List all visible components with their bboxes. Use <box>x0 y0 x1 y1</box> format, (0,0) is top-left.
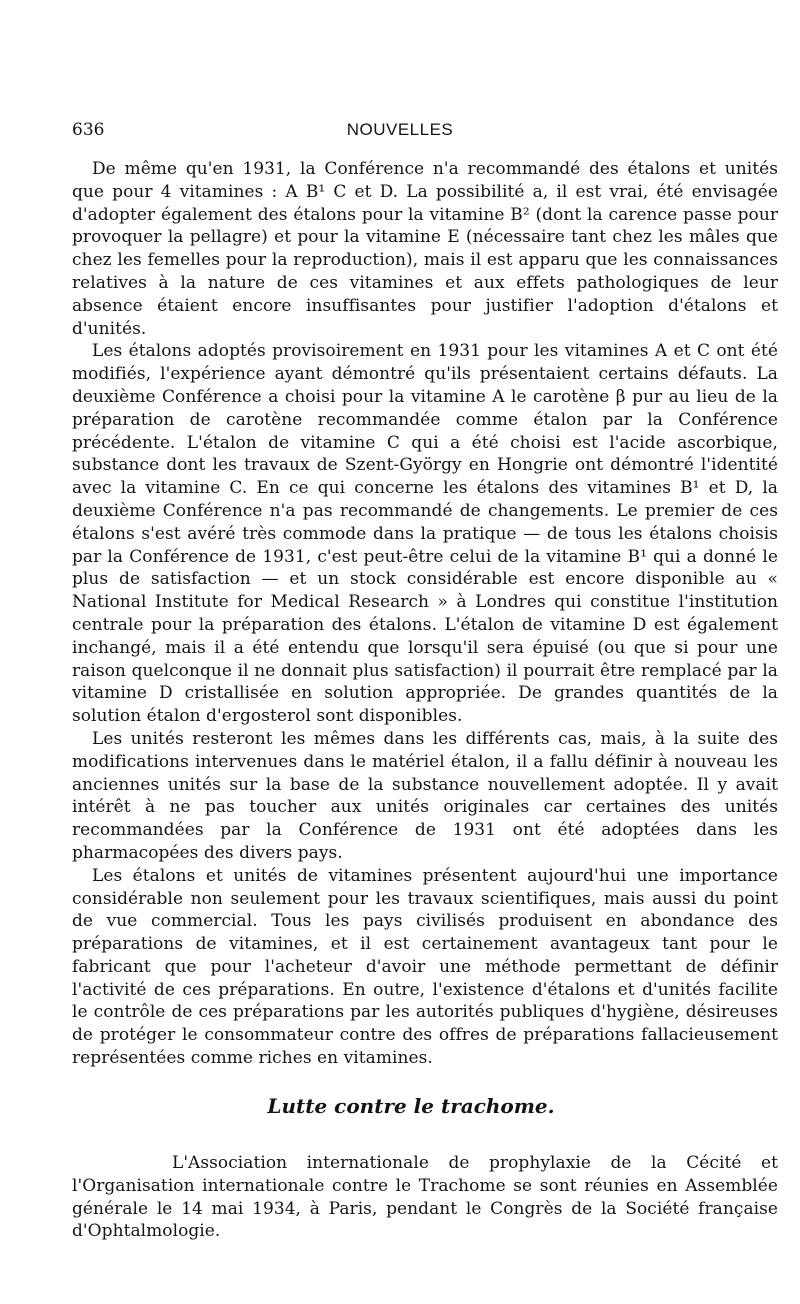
section-title: Lutte contre le trachome. <box>267 1094 555 1118</box>
running-title: NOUVELLES <box>346 120 454 139</box>
section-body <box>72 1152 778 1243</box>
paragraph-4: Les étalons et unités de vitamines présentent aujourd'hui une importance considérable non seulement pour les travaux scientifiques, mais aussi du point de vue commercial. Tous les pays civilisés produisent en abondance des préparations de vitamines, et il est certainement avantageux tant pour le fabricant que pour l'acheteur d'avoir une méthode permettant de définir l'activité de ces préparations. En outre, l'existence d'étalons et d'unités facilite le contrôle de ces préparations par les autorités publiques d'hygiène, désireuses de protéger le consommateur contre des offres de préparations fallacieusement représentées comme riches en vitamines. <box>72 865 778 1069</box>
running-header <box>72 120 728 142</box>
paragraph-2: Les étalons adoptés provisoirement en 1931 pour les vitamines A et C ont été modifiés, l'expérience ayant démontré qu'ils présentaient certains défauts. La deuxième Conférence a choisi pour la vitamine A le carotène β pur au lieu de la préparation de carotène recommandée comme étalon par la Conférence précédente. L'étalon de vitamine C qui a été choisi est l'acide ascorbique, substance dont les travaux de Szent-György en Hongrie ont démontré l'identité avec la vitamine C. En ce qui concerne les étalons des vitamines B¹ et D, la deuxième Conférence n'a pas recommandé de changements. Le premier de ces étalons s'est avéré très commode dans la pratique — de tous les étalons choisis par la Conférence de 1931, c'est peut-être celui de la vitamine B¹ qui a donné le plus de satisfaction — et un stock considérable est encore disponible au « National Institute for Medical Research » à Londres qui constitue l'institution centrale pour la préparation des étalons. L'étalon de vitamine D est également inchangé, mais il a été entendu que lorsqu'il sera épuisé (ou que si pour une raison quelconque il ne donnait plus satisfaction) il pourrait être remplacé par la vitamine D cristallisée en solution appropriée. De grandes quantités de la solution étalon d'ergosterol sont disponibles. <box>72 341 778 727</box>
paragraph-3: Les unités resteront les mêmes dans les différents cas, mais, à la suite des modifications intervenues dans le matériel étalon, il a fallu définir à nouveau les anciennes unités sur la base de la substance nouvellement adoptée. Il y avait intérêt à ne pas toucher aux unités originales car certaines des unités recommandées par la Conférence de 1931 ont été adoptées dans les pharmacopées des divers pays. <box>72 728 778 863</box>
article-body <box>72 158 778 1070</box>
page-number: 636 <box>72 120 105 140</box>
paragraph-1: De même qu'en 1931, la Conférence n'a recommandé des étalons et unités que pour 4 vitamines : A B¹ C et D. La possibilité a, il est vrai, été envisagée d'adopter également des étalons pour la vitamine B² (dont la carence passe pour provoquer la pellagre) et pour la vitamine E (nécessaire tant chez les mâles que chez les femelles pour la reproduction), mais il est apparu que les connaissances relatives à la nature de ces vitamines et aux effets pathologiques de leur absence étaient encore insuffisantes pour justifier l'adoption d'étalons et d'unités. <box>72 159 778 339</box>
section-paragraph: L'Association internationale de prophylaxie de la Cécité et l'Organisation internationale contre le Trachome se sont réunies en Assemblée générale le 14 mai 1934, à Paris, pendant le Congrès de la Société française d'Ophtalmologie. <box>72 1153 778 1242</box>
